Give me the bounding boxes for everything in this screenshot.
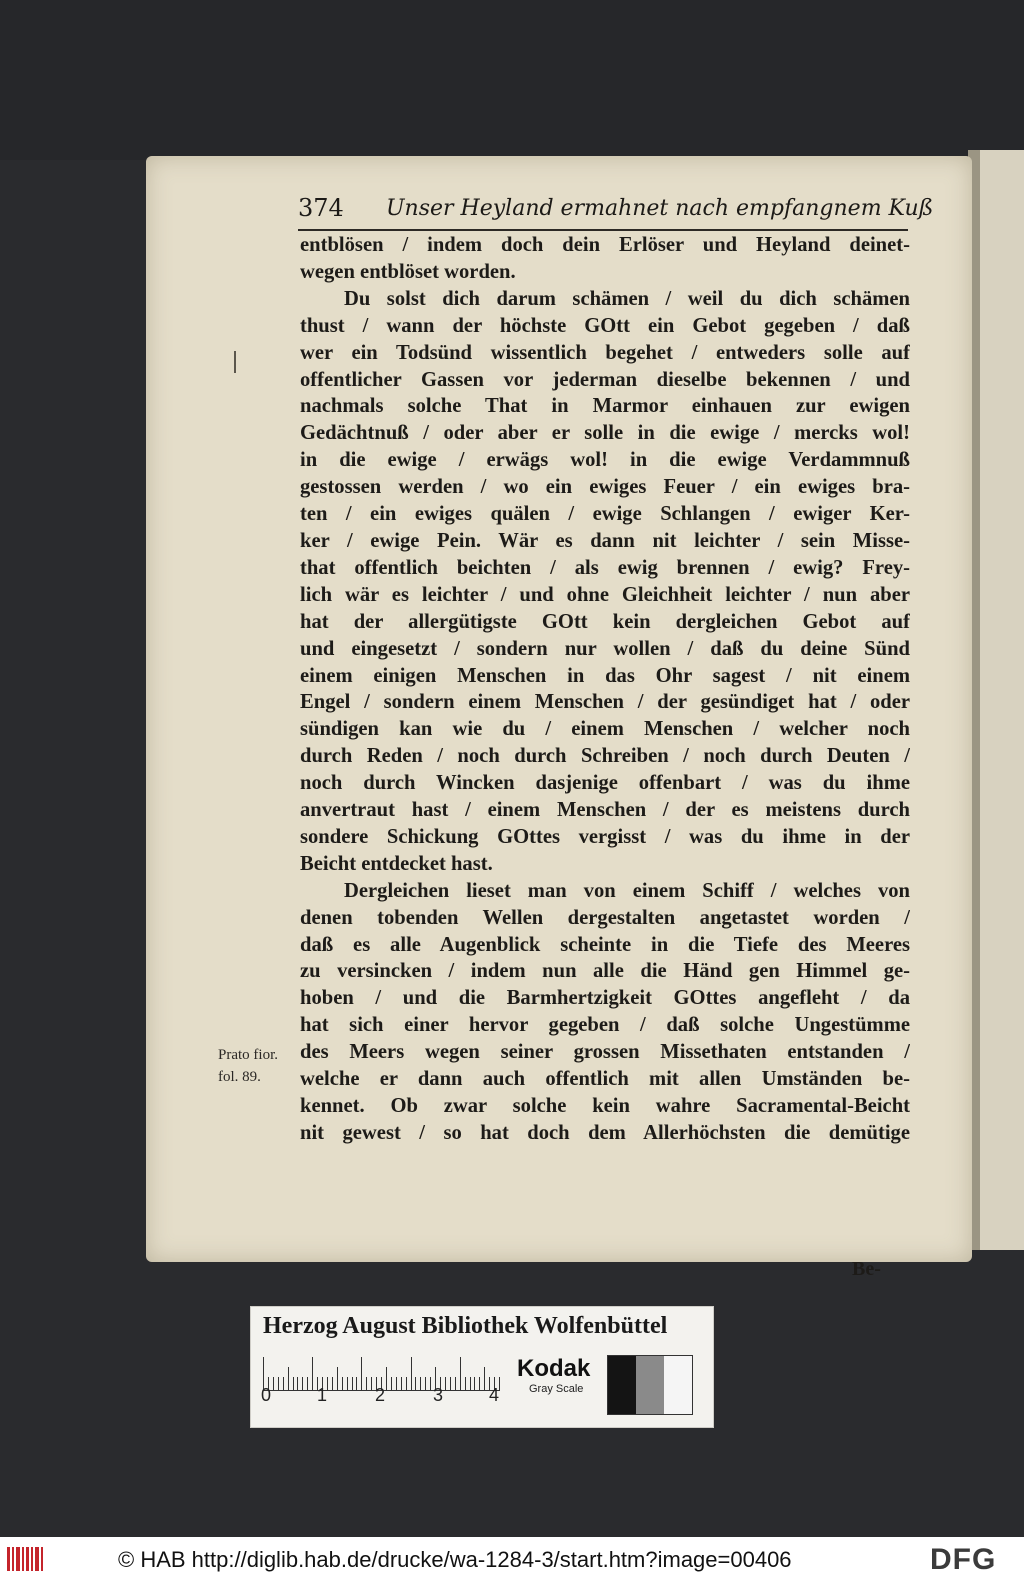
gray-swatch [664, 1356, 692, 1414]
text-line: Gedächtnuß / oder aber er solle in die ewige / mercks wol! [300, 422, 910, 445]
source-link[interactable]: © HAB http://diglib.hab.de/drucke/wa-1284-3/start.htm?image=00406 [118, 1547, 792, 1572]
text-line: sündigen kan wie du / einem Menschen / welcher noch [300, 718, 910, 741]
ruler-label: 1 [317, 1385, 328, 1405]
kodak-subtitle: Gray Scale [529, 1383, 584, 1395]
ruler-label: 4 [489, 1385, 500, 1405]
text-line: offentlicher Gassen vor jederman dieselbe bekennen / und [300, 368, 910, 391]
catchword: Be- [852, 1258, 881, 1280]
footer-bar [0, 1537, 1024, 1582]
text-line: hat sich einer hervor gegeben / daß solche Ungestümme [300, 1014, 910, 1037]
text-line: noch durch Wincken dasjenige offenbart / was du ihme [300, 772, 910, 795]
gray-swatch [608, 1356, 636, 1414]
text-line: welche er dann auch offentlich mit allen Umständen be- [300, 1068, 910, 1091]
margin-note-line: fol. 89. [218, 1069, 261, 1085]
margin-note-line: Prato fior. [218, 1047, 278, 1063]
text-line: denen tobenden Wellen dergestalten angetastet worden / [300, 906, 910, 929]
text-line: des Meers wegen seiner grossen Missethaten entstanden / [300, 1041, 910, 1064]
ruler-label: 3 [433, 1385, 444, 1405]
kodak-logo: Kodak [517, 1355, 591, 1382]
text-line: nachmals solche That in Marmor einhauen zur ewigen [300, 395, 910, 418]
text-line: einem einigen Menschen in das Ohr sagest / nit einem [300, 664, 910, 687]
text-line: kennet. Ob zwar solche kein wahre Sacramental-Beicht [300, 1095, 910, 1117]
text-line: wegen entblöset worden. [300, 260, 516, 283]
ruler-labels [261, 1385, 501, 1407]
margin-note [218, 1044, 278, 1088]
text-line: anvertraut hast / einem Menschen / der es meistens durch [300, 799, 910, 822]
scanner-background [0, 0, 1024, 160]
header-rule [298, 229, 908, 231]
text-line: ten / ein ewiges quälen / ewige Schlangen / ewiger Ker- [300, 503, 910, 526]
text-line: nit gewest / so hat doch dem Allerhöchsten die demütige [300, 1121, 910, 1144]
text-line: in die ewige / erwägs wol! in die ewige Verdammnuß [300, 449, 910, 472]
ruler-label: 0 [261, 1385, 272, 1405]
text-line: daß es alle Augenblick scheinte in die Tiefe des Meeres [300, 933, 910, 956]
text-line: wer ein Todsünd wissentlich begehet / entweders solle auf [300, 341, 910, 364]
text-line: entblösen / indem doch dein Erlöser und Heyland deinet- [300, 234, 910, 256]
text-line: lich wär es leichter / und ohne Gleichheit leichter / nun aber [300, 583, 910, 606]
page-header [298, 192, 934, 228]
text-line: ker / ewige Pein. Wär es dann nit leichter / sein Misse- [300, 529, 910, 552]
text-line: durch Reden / noch durch Schreiben / noch durch Deuten / [300, 745, 910, 768]
text-line: hat der allergütigste GOtt kein dergleichen Gebot auf [300, 610, 910, 633]
card-title: Herzog August Bibliothek Wolfenbüttel [263, 1313, 668, 1339]
text-line: that offentlich beichten / als ewig brennen / ewig? Frey- [300, 556, 910, 579]
hab-barcode-icon [6, 1543, 46, 1575]
dfg-logo: DFG [930, 1543, 997, 1576]
gray-scale-swatches [607, 1355, 693, 1415]
text-line: sondere Schickung GOttes vergisst / was du ihme in der [300, 825, 910, 848]
text-line: hoben / und die Barmhertzigkeit GOttes angefleht / da [300, 987, 910, 1010]
text-line: Beicht entdecket hast. [300, 852, 493, 875]
facing-page-edge [980, 150, 1024, 1250]
page-number: 374 [298, 194, 344, 222]
book-page [146, 156, 972, 1280]
text-line: Du solst dich darum schämen / weil du dich schämen [344, 287, 910, 310]
margin-mark [234, 351, 236, 373]
ruler-label: 2 [375, 1385, 386, 1405]
text-line: gestossen werden / wo ein ewiges Feuer / ein ewiges bra- [300, 476, 910, 499]
text-line: thust / wann der höchste GOtt ein Gebot gegeben / daß [300, 314, 910, 337]
gray-swatch [636, 1356, 664, 1414]
running-head: Unser Heyland ermahnet nach empfangnem Kuß [386, 196, 934, 221]
text-line: zu versincken / indem nun alle die Händ gen Himmel ge- [300, 960, 910, 983]
body-text [300, 232, 910, 1147]
text-line: Dergleichen lieset man von einem Schiff / welches von [344, 879, 910, 902]
text-line: und eingesetzt / sondern nur wollen / daß du deine Sünd [300, 637, 910, 660]
text-line: Engel / sondern einem Menschen / der gesündiget hat / oder [300, 691, 910, 714]
color-calibration-card [250, 1306, 714, 1428]
